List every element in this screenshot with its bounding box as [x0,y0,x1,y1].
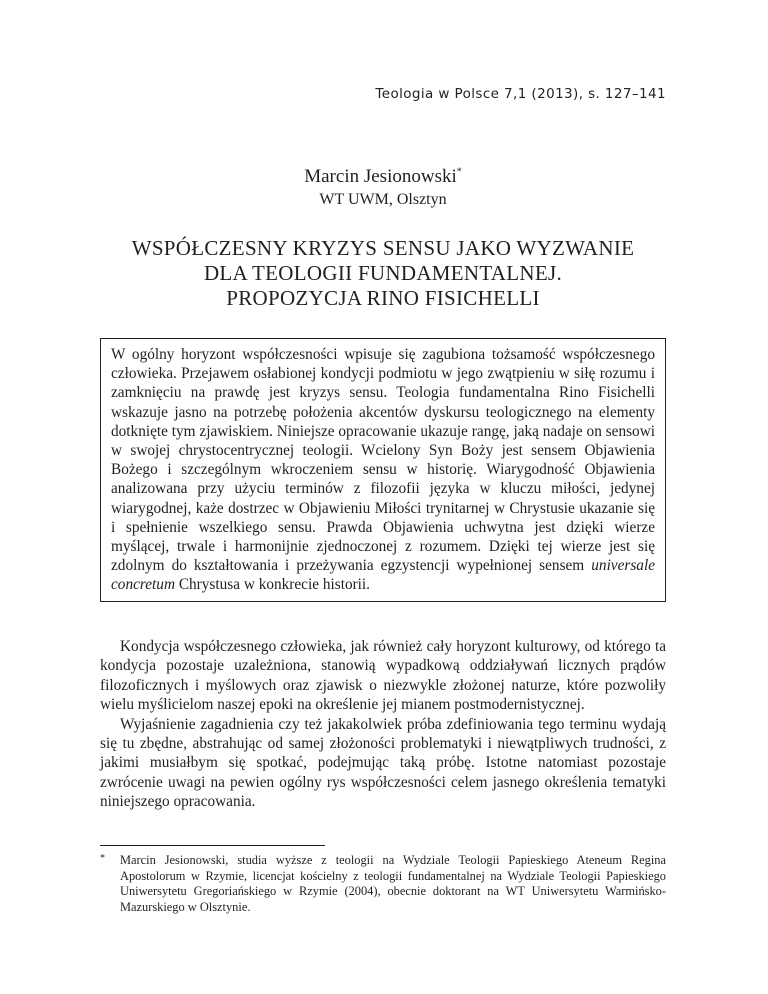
body-text [100,637,666,812]
abstract-text-end: Chrystusa w konkrecie historii. [175,576,371,594]
footnote-marker: * [100,853,105,864]
abstract-text: W ogólny horyzont współczesności wpisuje się zagubiona tożsamość współczesnego człowieka. Przejawem osłabionej kondycji podmiotu w jego zwątpieniu w siłę rozumu i zamknięciu na prawdę jest kryzys sensu. Teologia fundamentalna Rino Fisichelli wskazuje jasno na potrzebę położenia akcentów dyskursu teologicznego na elementy dotknięte tym zjawiskiem. Niniejsze opracowanie ukazuje rangę, jaką nadaje on sensowi w swojej chrystocentrycznej teologii. Wcielony Syn Boży jest sensem Objawienia Bożego i szczególnym wkroczeniem sensu w historię. Wiarygodność Objawienia analizowana przy użyciu terminów z filozofii języka w kluczu miłości, jedynej wiarygodnej, każe dostrzec w Objawieniu Miłości trynitarnej w Chrystusie ukazanie się i spełnienie wszelkiego sensu. Prawda Objawienia uchwytna jest dzięki wierze myślącej, trwale i harmonijnie zjednoczonej z rozumem. Dzięki tej wierze jest się zdolnym do kształtowania i przeżywania egzystencji wypełnionej sensem [111,346,655,575]
author-name-line [100,165,666,189]
article-title [100,236,666,311]
title-line: WSPÓŁCZESNY KRYZYS SENSU JAKO WYZWANIE [131,236,635,260]
footnote-separator [100,845,325,846]
abstract-italic-term: universale concretum [111,557,655,594]
title-line: DLA TEOLOGII FUNDAMENTALNEJ. [203,261,563,285]
title-line: PROPOZYCJA RINO FISICHELLI [226,286,540,310]
journal-reference: Teologia w Polsce 7,1 (2013), s. 127–141 [375,86,666,102]
body-paragraph: Kondycja współczesnego człowieka, jak również cały horyzont kulturowy, od którego ta kondycja pozostaje uzależniona, stanowią wypadkową oddziaływań licznych prądów filozoficznych i myślowych oraz zjawisk o niezwykle złożonej naturze, które pozwoliły wielu myślicielom naszej epoki na określenie jej mianem postmodernistycznej. [100,638,666,714]
author-footnote-marker[interactable]: * [456,166,462,178]
author-block [100,165,666,211]
author-name: Marcin Jesionowski [304,166,457,187]
footnote [100,853,666,915]
author-affiliation: WT UWM, Olsztyn [319,191,447,208]
body-paragraph: Wyjaśnienie zagadnienia czy też jakakolwiek próba zdefiniowania tego terminu wydają się tu zbędne, abstrahując od samej złożoności problematyki i niewątpliwych trudności, z jakimi musiałbym się spotkać, podejmując taką próbę. Istotne natomiast pozostaje zwrócenie uwagi na pewien ogólny rys współczesności celem jasnego określenia tematyki niniejszego opracowania. [100,715,666,811]
footnote-text: Marcin Jesionowski, studia wyższe z teologii na Wydziale Teologii Papieskiego Ateneum Regina Apostolorum w Rzymie, licencjat kościelny z teologii fundamentalnej na Wydziale Teologii Papieskiego Uniwersytetu Gregoriańskiego w Rzymie (2004), obecnie doktorant na WT Uniwersytetu Warmińsko-Mazurskiego w Olsztynie. [120,853,666,914]
abstract [111,345,655,595]
